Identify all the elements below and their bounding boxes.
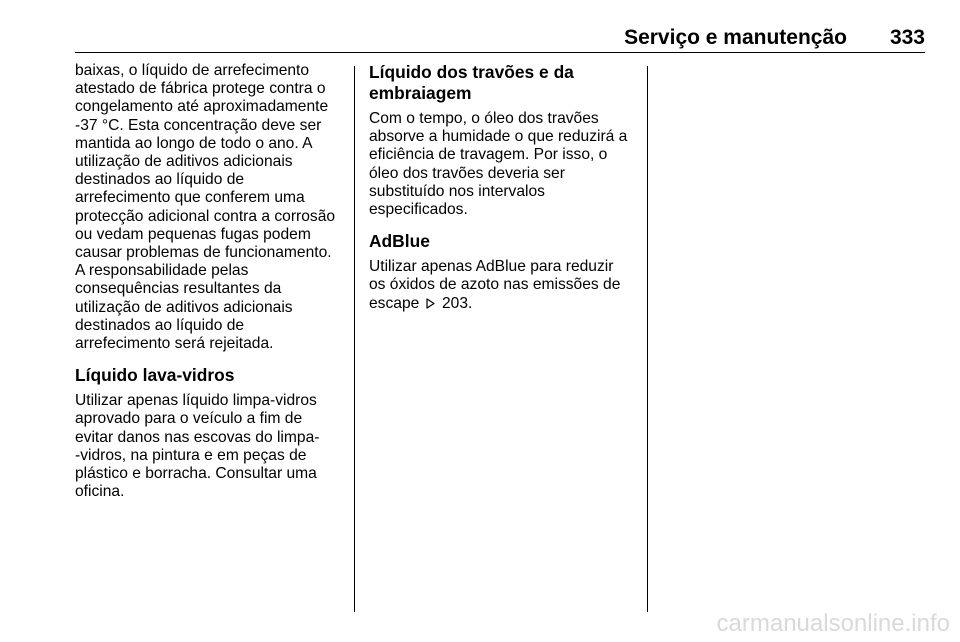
- text-line: eficiência de travagem. Por isso, o: [369, 146, 608, 164]
- page-number: 333: [889, 26, 925, 49]
- page-reference-icon: [426, 296, 435, 307]
- text-line: congelamento até aproximadamente: [75, 98, 329, 116]
- text-line: causar problemas de funcionamento.: [75, 244, 332, 262]
- text-line: utilização de aditivos adicionais: [75, 298, 293, 316]
- text-line: protecção adicional contra a corrosão: [75, 207, 336, 225]
- heading-line: embraiagem: [369, 83, 472, 103]
- washer-fluid-heading: Líquido lava-vidros: [75, 365, 235, 386]
- column-left: [75, 62, 345, 501]
- text-line: arrefecimento será rejeitada.: [75, 335, 274, 353]
- coolant-paragraph: [75, 62, 345, 353]
- washer-fluid-paragraph: [75, 392, 345, 501]
- brake-fluid-heading: [369, 62, 639, 104]
- text-line: substituído nos intervalos: [369, 182, 545, 200]
- brake-fluid-paragraph: [369, 110, 639, 219]
- section-title: Serviço e manutenção: [624, 26, 847, 49]
- text-line: -vidros, na pintura e em peças de: [75, 446, 307, 464]
- text-line: plástico e borracha. Consultar uma: [75, 465, 317, 483]
- text-line: evitar danos nas escovas do limpa-: [75, 428, 320, 446]
- text-line: utilização de aditivos adicionais: [75, 153, 293, 171]
- column-divider-right: [647, 66, 648, 612]
- column-middle: [369, 62, 639, 313]
- text-line: consequências resultantes da: [75, 280, 282, 298]
- adblue-paragraph: [369, 258, 639, 313]
- text-line: Utilizar apenas AdBlue para reduzir: [369, 258, 614, 276]
- text-line: ou vedam pequenas fugas podem: [75, 225, 311, 243]
- text-line: Com o tempo, o óleo dos travões: [369, 110, 599, 127]
- adblue-heading: AdBlue: [369, 231, 430, 252]
- text-line: atestado de fábrica protege contra o: [75, 80, 326, 98]
- text-line: óleo dos travões deveria ser: [369, 164, 565, 182]
- text-line: especificados.: [369, 201, 468, 219]
- text-line: baixas, o líquido de arrefecimento: [75, 62, 310, 79]
- heading-line: Líquido dos travões e da: [369, 62, 574, 82]
- text-line: A responsabilidade pelas: [75, 262, 249, 280]
- watermark: carmanualsonline.info: [716, 610, 950, 637]
- text-line: Utilizar apenas líquido limpa-vidros: [75, 392, 317, 410]
- column-divider-left: [354, 66, 355, 612]
- text-line: absorve a humidade o que reduzirá a: [369, 128, 628, 146]
- text-line: -37 °C. Esta concentração deve ser: [75, 116, 322, 134]
- text-line: destinados ao líquido de: [75, 171, 245, 189]
- text-line: arrefecimento que conferem uma: [75, 189, 305, 207]
- text-fragment: escape: [369, 294, 420, 312]
- text-line-with-reference: [369, 295, 639, 313]
- text-line: oficina.: [75, 483, 125, 501]
- page-header: [75, 22, 925, 53]
- text-line: destinados ao líquido de: [75, 316, 245, 334]
- text-line: aprovado para o veículo a fim de: [75, 410, 303, 428]
- text-line: os óxidos de azoto nas emissões de: [369, 276, 621, 294]
- text-line: mantida ao longo de todo o ano. A: [75, 134, 313, 152]
- page-reference-link[interactable]: 203.: [441, 294, 473, 312]
